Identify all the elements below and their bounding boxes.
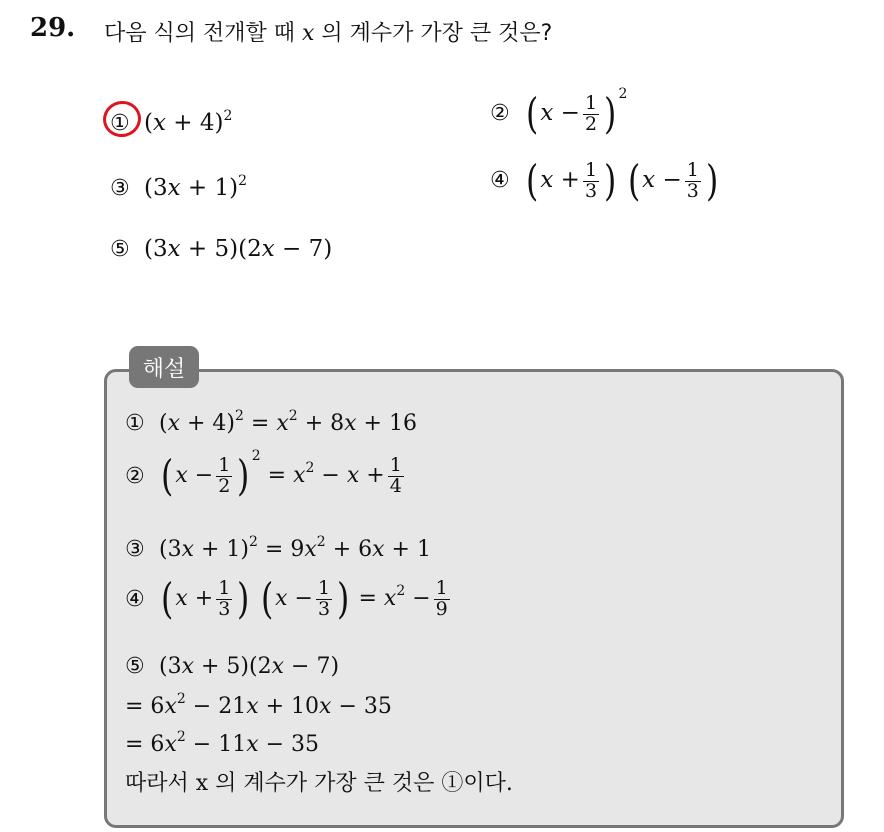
choice-2-expr: (x − $\frac{1}{2}$ ) $^2$ [526,86,628,138]
solution-line-7: = $6x^2 - 11x - 35$ [125,729,320,757]
solution-line-1: ① $(x + 4)^2 = x^2 + 8x + 16$ [125,408,417,436]
solution-line-2: ② (x − $\frac{1}{2}$ ) $^2 = x^2 - x$ + $\frac{1}{4}$ [125,448,402,500]
solution-line-3: ③ $(3x + 1)^2 = 9x^2 + 6x + 1$ [125,534,431,562]
choice-1-expr: $(x + 4)^2$ [144,108,233,136]
choice-3[interactable] [110,174,247,200]
solution-label: 해설 [129,346,199,388]
question-text-after: 의 계수가 가장 큰 것은? [321,21,553,46]
question-number: 29. [30,13,76,43]
question-variable: x [302,21,315,46]
choice-3-expr: $(3x + 1)^2$ [144,173,248,201]
choice-4-mark: ④ [490,168,510,193]
choice-5-expr: (3x + 5)(2x − 7) [144,236,333,262]
solution-conclusion: 따라서 x 의 계수가 가장 큰 것은 ①이다. [125,771,513,796]
choice-2[interactable] [490,86,628,138]
solution-line-4: ④ (x + $\frac{1}{3}$ ) (x − $\frac{1}{3}$ ) = $x^2$ − $\frac{1}{9}$ [125,574,448,623]
choice-2-mark: ② [490,101,510,126]
choice-5[interactable] [110,238,332,261]
question-text-before: 다음 식의 전개할 때 [104,21,295,46]
choice-3-mark: ③ [110,176,130,201]
solution-line-5: ⑤ (3x + 5)(2x − 7) [125,654,340,679]
choice-4[interactable] [490,156,720,205]
choice-1-mark: ① [110,111,130,136]
question-text [104,16,552,47]
solution-line-6: = $6x^2 - 21x + 10x - 35$ [125,691,392,719]
choice-5-mark: ⑤ [110,237,130,262]
choice-4-expr: (x + $\frac{1}{3}$ ) (x − $\frac{1}{3}$ ) [526,156,719,205]
